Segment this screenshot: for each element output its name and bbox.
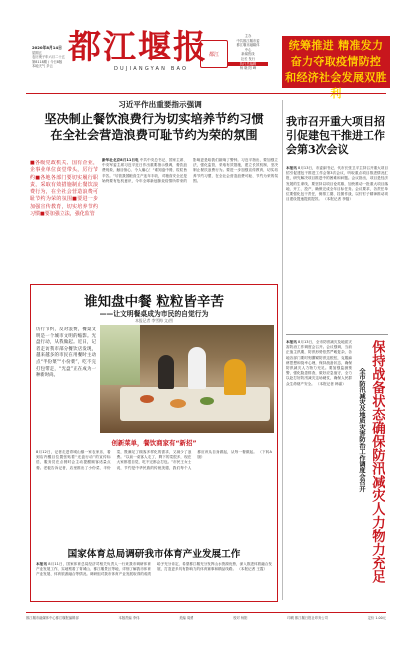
masthead-issue-info	[32, 46, 72, 69]
side-line: 主办	[244, 34, 252, 38]
lead-dateline: 新华社北京8月11日电	[102, 158, 139, 162]
footer	[26, 616, 386, 621]
project-body	[286, 166, 388, 324]
side-line: 新闻热线	[241, 52, 255, 57]
photo-dishes	[170, 399, 186, 408]
project-title: 我市召开重大项目招引促建包干推进工作会第3次会议	[286, 115, 385, 156]
masthead-issue-line: 农历庚子年六月二十五	[32, 55, 65, 60]
photo-caption: 创新菜单，餐饮商家有“新招”	[111, 439, 197, 447]
feature-title: 谁知盘中餐 粒粒皆辛苦	[84, 294, 224, 310]
flood-author: （本报记者 韩嘉）	[315, 381, 346, 386]
feature-byline: 本报记者 李雪梅 文/图	[135, 318, 173, 323]
photo-person	[188, 347, 206, 389]
bottom-body-text: 8月11日，国家体育总局经济司相关负责人一行来我市调研体育产业发展工作，实地察看了青城山、都江堰景区等地，详细了解我市体育产业发展、体育旅游融合等情况。调研组对我市体育产业发展取得的成绩给予充分肯定，希望都江堰充分发挥山水资源优势，深入推进体旅融合发展，打造更多具有影响力的体育赛事和精品线路。	[36, 562, 272, 577]
side-line: 都江堰市融媒体	[236, 43, 260, 48]
photo-person	[158, 355, 174, 389]
feature-photo	[100, 325, 274, 433]
photo-window	[100, 325, 140, 385]
flood-subtitle: 全市防汛减灾及地质灾害防治工作调度会召开	[358, 368, 365, 492]
lead-kicker: 习近平作出重要指示强调	[118, 100, 202, 109]
lead-sidebar-text: ■各级党政机关、国有企业，企事业单位食堂带头，厉行节约■各地各部门要切实履行职责，采取有效措施制止餐饮浪费行为，在全社会营造浪费可耻节约为荣的氛围■要进一步加强宣传教育，切实培养节约习惯■要加强立法，强化监管	[30, 160, 98, 218]
flood-reporter: 本报讯	[286, 340, 297, 344]
photo-table	[120, 387, 270, 421]
project-reporter: 本报讯	[286, 166, 297, 170]
footer-cell: 校对 杨阳	[233, 616, 248, 620]
feature-intro	[36, 327, 96, 433]
seal-icon	[200, 40, 228, 68]
masthead-date: 2020年8月14日	[32, 45, 62, 50]
promo-line: 奋力夺取疫情防控	[290, 55, 382, 68]
footer-cell: 本版责编 李伟	[118, 616, 140, 620]
side-line: 中心	[244, 47, 252, 52]
feature-author: （下转A版）	[197, 450, 272, 460]
footer-cell: 印刷 都江堰日报社印务公司	[287, 616, 328, 620]
newspaper-pinyin: DUJIANGYAN BAO	[114, 66, 189, 72]
lead-body	[102, 158, 278, 273]
right-rule	[286, 334, 388, 335]
lead-title-1: 坚决制止餐饮浪费行为切实培养节约习惯	[44, 112, 264, 126]
footer-cell: 美编 周勇	[179, 616, 194, 620]
lead-sidebar	[30, 160, 98, 252]
side-editor: 杨 晓 阳 峰	[239, 66, 257, 71]
feature-intro-text: 历行节约，反对浪费，餐桌文明是一个城市文明的缩影。光盘行动，从我做起。近日，记者走访我市部分餐饮店发现，越来越多的市民在用餐时主动点“半份菜”“小份菜”，吃不完打包带走，“光盘”正在成为一种新时尚。	[36, 327, 96, 379]
side-line: 执行总编辑	[228, 62, 268, 67]
masthead-side-info	[228, 34, 268, 71]
promo-line: 统筹推进 精准发力	[288, 39, 384, 52]
seal-text: 都江	[208, 51, 219, 58]
feature-subtitle: ——让文明餐桌成为市民的自觉行为	[99, 310, 209, 318]
project-author: （本报记者 李磊）	[323, 197, 353, 202]
photo-dishes	[200, 397, 214, 405]
masthead-divider	[26, 93, 386, 94]
side-line: 社长 发行	[240, 56, 256, 61]
photo-dishes	[140, 395, 154, 403]
bottom-reporter: 本报讯	[36, 562, 48, 566]
bottom-body	[36, 562, 272, 600]
footer-cell: 定价 1.00元	[367, 616, 386, 620]
masthead-issue-line: 本地天气 多云	[32, 64, 53, 69]
masthead-issue-line: 第8118期 / 今日8版	[32, 59, 63, 64]
flood-body-text: 8月13日，全市防汛减灾及地质灾害防治工作调度会召开。会议强调，当前正值主汛期，防汛形势依然严峻复杂，各地各部门要时刻绷紧防汛这根弦，克服麻痹思想和侥幸心理，保持战备状态，确保防汛减灾人力物力充足。要加强监测预警，强化隐患排查，做好应急值守，全力以赴打好防汛减灾这场硬仗，确保人民群众生命财产安全。	[286, 340, 352, 386]
project-body-text: 8月13日，市委副书记、代市长张卫平主持召开重大项目招引促建包干推进工作会第3次会议，听取重点项目推进情况汇报，研究解决项目推进中的困难和问题。会议指出，项目是经济发展的生命线，要坚持以项目论英雄，加快推动一批重大项目落地、开工、投产，确保完成全年目标任务。会议要求，各责任单位要强化包干责任，倒排工期、挂图作战，以钉钉子精神推动项目建设提速提质提效。	[286, 166, 388, 202]
flood-title: 保持战备状态确保防汛减灾人力物力充足	[369, 340, 385, 583]
promo-line: 和经济社会发展双胜利	[285, 71, 387, 100]
footer-divider	[26, 612, 386, 613]
lead-title-2: 在全社会营造浪费可耻节约为荣的氛围	[50, 128, 258, 142]
lead-body-text: 中共中央总书记、国家主席、中央军委主席习近平近日作出重要指示强调，餐饮浪费现象，触目惊心、令人痛心！“谁知盘中餐，粒粒皆辛苦。”尽管我国粮食生产连年丰收，对粮食安全还是始终要有危机意识，今年全球新冠肺炎疫情所带来的影响更是给我们敲响了警钟。习近平指出，要加强立法，强化监管，采取有效措施，建立长效机制，坚决制止餐饮浪费行为。要进一步加强宣传教育，切实培养节约习惯，在全社会营造浪费可耻、节约为荣的氛围。	[102, 158, 278, 183]
bottom-author: （本报记者 王霞）	[237, 567, 268, 572]
bottom-title: 国家体育总局调研我市体育产业发展工作	[67, 549, 241, 560]
feature-body-text: 8月12日，记者走进青城山镇一家农家乐，看到店内醒目位置张贴着“光盘行动”的宣传标语，服务员在点餐时会主动提醒顾客适量点餐。老板告诉记者，店里推出了小份菜、半份菜，既满足了顾客多样化的需求，又减少了浪费。“以前一桌客人走了，剩下的菜很多，现在大家都很自觉，吃不完都会打包。”市民王女士说，节约是中华民族的传统美德，我们每个人都应该从自身做起，从每一餐做起。	[36, 450, 258, 470]
newspaper-logo: 都江堰报	[68, 27, 208, 66]
footer-cell: 都江堰市融媒体中心都江堰报编辑部	[26, 616, 79, 620]
promo-banner	[282, 36, 390, 100]
side-line: 中共都江堰市委	[236, 38, 260, 43]
masthead-weekday: 星期五	[32, 50, 42, 55]
feature-body	[36, 450, 272, 530]
flood-body	[286, 340, 352, 610]
right-divider	[282, 100, 283, 600]
photo-person	[224, 359, 246, 395]
